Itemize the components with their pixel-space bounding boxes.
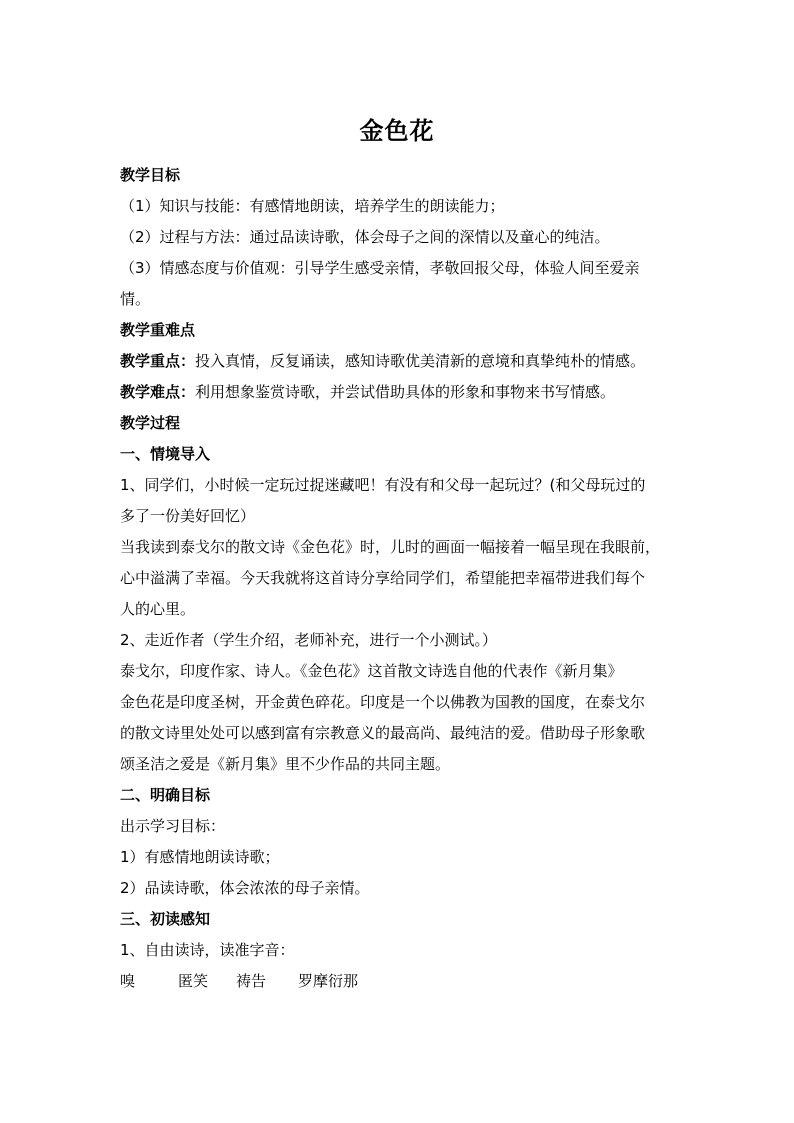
paragraph-2-line-1: 当我读到泰戈尔的散文诗《金色花》时，儿时的画面一幅接着一幅呈现在我眼前， <box>120 538 661 556</box>
keypoints-heading: 教学重难点 <box>120 321 196 339</box>
vocab-word: 罗摩衍那 <box>298 972 359 990</box>
hard-point-label: 教学难点： <box>120 383 196 401</box>
paragraph-2-line-2: 心中溢满了幸福。今天我就将这首诗分享给同学们，希望能把幸福带进我们每个 <box>120 569 646 587</box>
vocab-word: 嗅 <box>120 972 136 990</box>
paragraph-4: 泰戈尔，印度作家、诗人。《金色花》这首散文诗选自他的代表作《新月集》 <box>120 662 623 680</box>
paragraph-1-line-1: 1、同学们，小时候一定玩过捉迷藏吧！有没有和父母一起玩过？(和父母玩过的 <box>120 476 646 494</box>
paragraph-5-line-2: 的散文诗里处处可以感到富有宗教意义的最高尚、最纯洁的爱。借助母子形象歌 <box>120 724 646 742</box>
hard-point <box>120 377 680 408</box>
paragraph-2-line-3: 人的心里。 <box>120 600 196 618</box>
document-body <box>120 160 680 997</box>
vocab-words <box>120 966 680 997</box>
paragraph-7: 1）有感情地朗读诗歌； <box>120 848 280 866</box>
vocab-word: 祷告 <box>236 972 267 990</box>
vocab-word: 匿笑 <box>178 972 209 990</box>
document-title: 金色花 <box>359 117 435 145</box>
paragraph-1-line-2: 多了一份美好回忆） <box>120 507 256 525</box>
hard-point-text: 利用想象鉴赏诗歌，并尝试借助具体的形象和事物来书写情感。 <box>195 383 616 401</box>
paragraph-5-line-3: 颂圣洁之爱是《新月集》里不少作品的共同主题。 <box>120 755 451 773</box>
process-heading: 教学过程 <box>120 414 181 432</box>
goals-heading: 教学目标 <box>120 166 181 184</box>
key-point-label: 教学重点： <box>120 352 196 370</box>
key-point-text: 投入真情，反复诵读，感知诗歌优美清新的意境和真挚纯朴的情感。 <box>195 352 646 370</box>
paragraph-9: 1、自由读诗，读准字音： <box>120 941 295 959</box>
goal-3-line-2: 情。 <box>120 290 151 308</box>
paragraph-3: 2、走近作者（学生介绍，老师补充，进行一个小测试。） <box>120 631 498 649</box>
goal-1: （1）知识与技能：有感情地朗读，培养学生的朗读能力； <box>120 197 505 215</box>
paragraph-5-line-1: 金色花是印度圣树，开金黄色碎花。印度是一个以佛教为国教的国度，在泰戈尔 <box>120 693 646 711</box>
section-2-heading: 二、明确目标 <box>120 786 211 804</box>
paragraph-6: 出示学习目标： <box>120 817 226 835</box>
goal-3-line-1: （3）情感态度与价值观：引导学生感受亲情，孝敬回报父母，体验人间至爱亲 <box>120 259 640 277</box>
section-3-heading: 三、初读感知 <box>120 910 211 928</box>
key-point <box>120 346 680 377</box>
paragraph-8: 2）品读诗歌，体会浓浓的母子亲情。 <box>120 879 370 897</box>
section-1-heading: 一、情境导入 <box>120 445 211 463</box>
goal-2: （2）过程与方法：通过品读诗歌，体会母子之间的深情以及童心的纯洁。 <box>120 228 610 246</box>
